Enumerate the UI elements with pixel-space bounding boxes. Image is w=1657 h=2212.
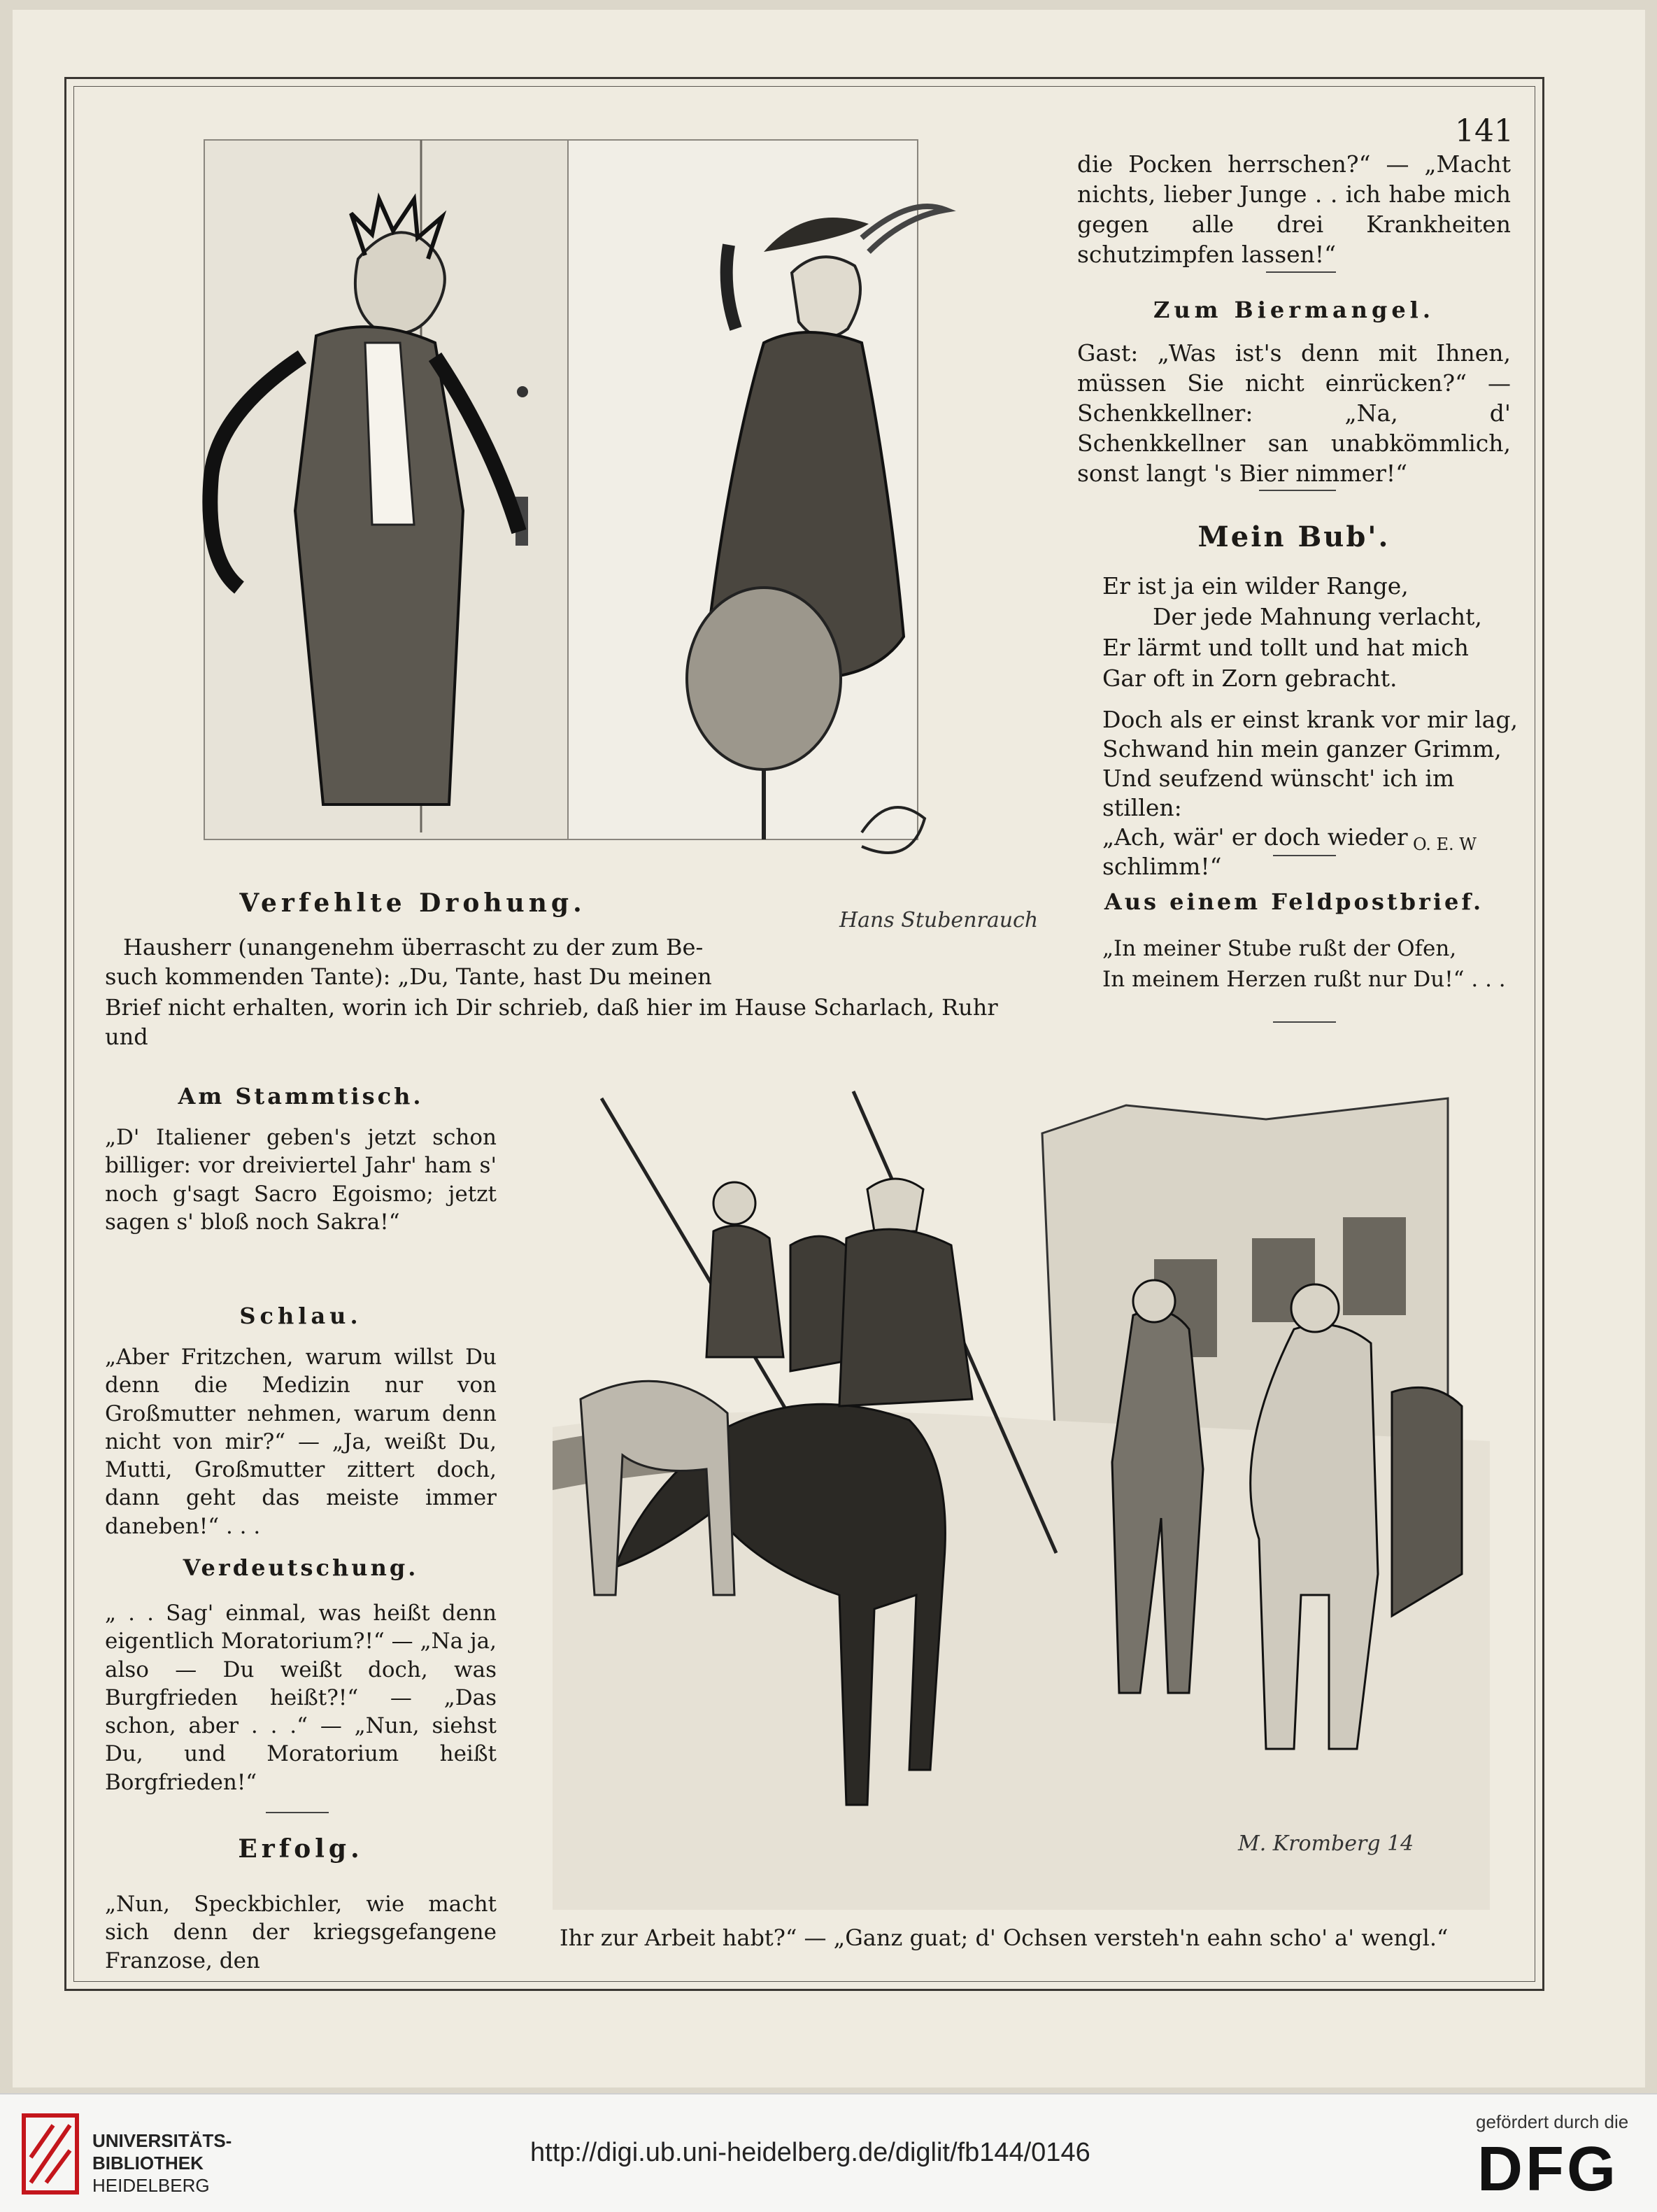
stammtisch-text: „D' Italiener geben's jetzt schon billiger: vor dreiviertel Jahr' ham s' noch g'sagt Sacro Egoismo; jetzt sagen s' bloß noch Sakra!“	[105, 1125, 497, 1235]
poem-line: Er ist ja ein wilder Range,	[1102, 572, 1409, 600]
verdeutschung-text: „ . . Sag' einmal, was heißt denn eigentlich Moratorium?!“ — „Na ja, also — Du weißt doch, was Burgfrieden heißt?!“ — „Das schon, aber . . .“ — „Nun, siehst Du, und Moratorium heißt Borgfrieden!“	[105, 1601, 497, 1795]
divider	[1273, 1021, 1336, 1023]
heading-zum-biermangel: Zum Biermangel.	[1153, 297, 1435, 323]
continuation-text: die Pocken herrschen?“ — „Macht nichts, lieber Junge . . ich habe mich gegen alle drei Krankheiten schutzimpfen lassen!“	[1077, 150, 1511, 268]
document-url-link[interactable]: http://digi.ub.uni-heidelberg.de/diglit/fb144/0146	[530, 2138, 1090, 2167]
footer-bar	[0, 2093, 1657, 2212]
biermangel-text: Gast: „Was ist's denn mit Ihnen, müssen Sie nicht einrücken?“ — Schenkkellner: „Na, d' Schenkkellner san unabkömmlich, sonst langt 's Bier nimmer!“	[1077, 339, 1511, 487]
schlau-text: „Aber Fritzchen, warum willst Du denn die Medizin nur von Großmutter nehmen, warum denn nicht von mir?“ — „Ja, weißt Du, Mutti, Großmutter zittert doch, dann geht das meiste immer daneben!“ . . .	[105, 1345, 497, 1539]
poem-line: Doch als er einst krank vor mir lag,	[1102, 706, 1518, 733]
poem-line: Der jede Mahnung verlacht,	[1153, 603, 1482, 630]
illustration-soldiers	[553, 1077, 1490, 1910]
poem-line: Er lärmt und tollt und hat mich	[1102, 634, 1469, 661]
drohung-line-2: such kommenden Tante): „Du, Tante, hast Du meinen	[105, 963, 712, 990]
divider	[1273, 855, 1336, 856]
library-name-line: HEIDELBERG	[92, 2175, 210, 2196]
signature-bottom: M. Kromberg 14	[1238, 1831, 1414, 1856]
sponsor-text: gefördert durch die	[1476, 2111, 1629, 2132]
divider	[1266, 271, 1336, 273]
illustration-verfehlte-drohung	[134, 133, 1072, 965]
heading-verdeutschung: Verdeutschung.	[183, 1554, 419, 1581]
heading-aus-einem-feldpostbrief: Aus einem Feldpostbrief.	[1104, 888, 1484, 915]
feldpostbrief-line: In meinem Herzen rußt nur Du!“ . . .	[1102, 967, 1506, 992]
poem-author: O. E. W	[1413, 835, 1477, 854]
feldpostbrief-line: „In meiner Stube rußt der Ofen,	[1102, 936, 1457, 961]
poem-stanza-1	[1102, 571, 1522, 694]
erfolg-text: „Nun, Speckbichler, wie macht sich denn der kriegsgefangene Franzose, den	[105, 1892, 497, 1973]
drohung-line-3: Brief nicht erhalten, worin ich Dir schrieb, daß hier im Hause Scharlach, Ruhr und	[105, 994, 998, 1050]
heading-verfehlte-drohung: Verfehlte Drohung.	[239, 888, 586, 918]
poem-line: Und seufzend wünscht' ich im stillen:	[1102, 765, 1455, 821]
poem-line: Schwand hin mein ganzer Grimm,	[1102, 735, 1502, 763]
library-name-line: UNIVERSITÄTS-	[92, 2130, 232, 2151]
feldpostbrief-text	[1102, 933, 1522, 995]
page-number: 141	[1455, 113, 1514, 149]
library-name	[92, 2129, 232, 2197]
library-name-line: BIBLIOTHEK	[92, 2153, 204, 2174]
dfg-logo: DFG	[1477, 2134, 1619, 2204]
divider	[1259, 490, 1336, 491]
bottom-caption: Ihr zur Arbeit habt?“ — „Ganz guat; d' Ochsen versteh'n eahn scho' a' wengl.“	[560, 1924, 1449, 1951]
library-logo-icon	[21, 2113, 80, 2195]
heading-mein-bub: Mein Bub'.	[1197, 520, 1391, 553]
signature-top: Hans Stubenrauch	[839, 908, 1039, 933]
poem-line: „Ach, wär' er doch wieder schlimm!“	[1102, 823, 1408, 880]
poem-line: Gar oft in Zorn gebracht.	[1102, 665, 1398, 692]
divider	[266, 1812, 329, 1813]
heading-am-stammtisch: Am Stammtisch.	[178, 1083, 424, 1109]
heading-erfolg: Erfolg.	[238, 1834, 364, 1864]
drohung-line-1: Hausherr (unangenehm überrascht zu der zum Be-	[123, 934, 704, 960]
heading-schlau: Schlau.	[239, 1303, 362, 1329]
